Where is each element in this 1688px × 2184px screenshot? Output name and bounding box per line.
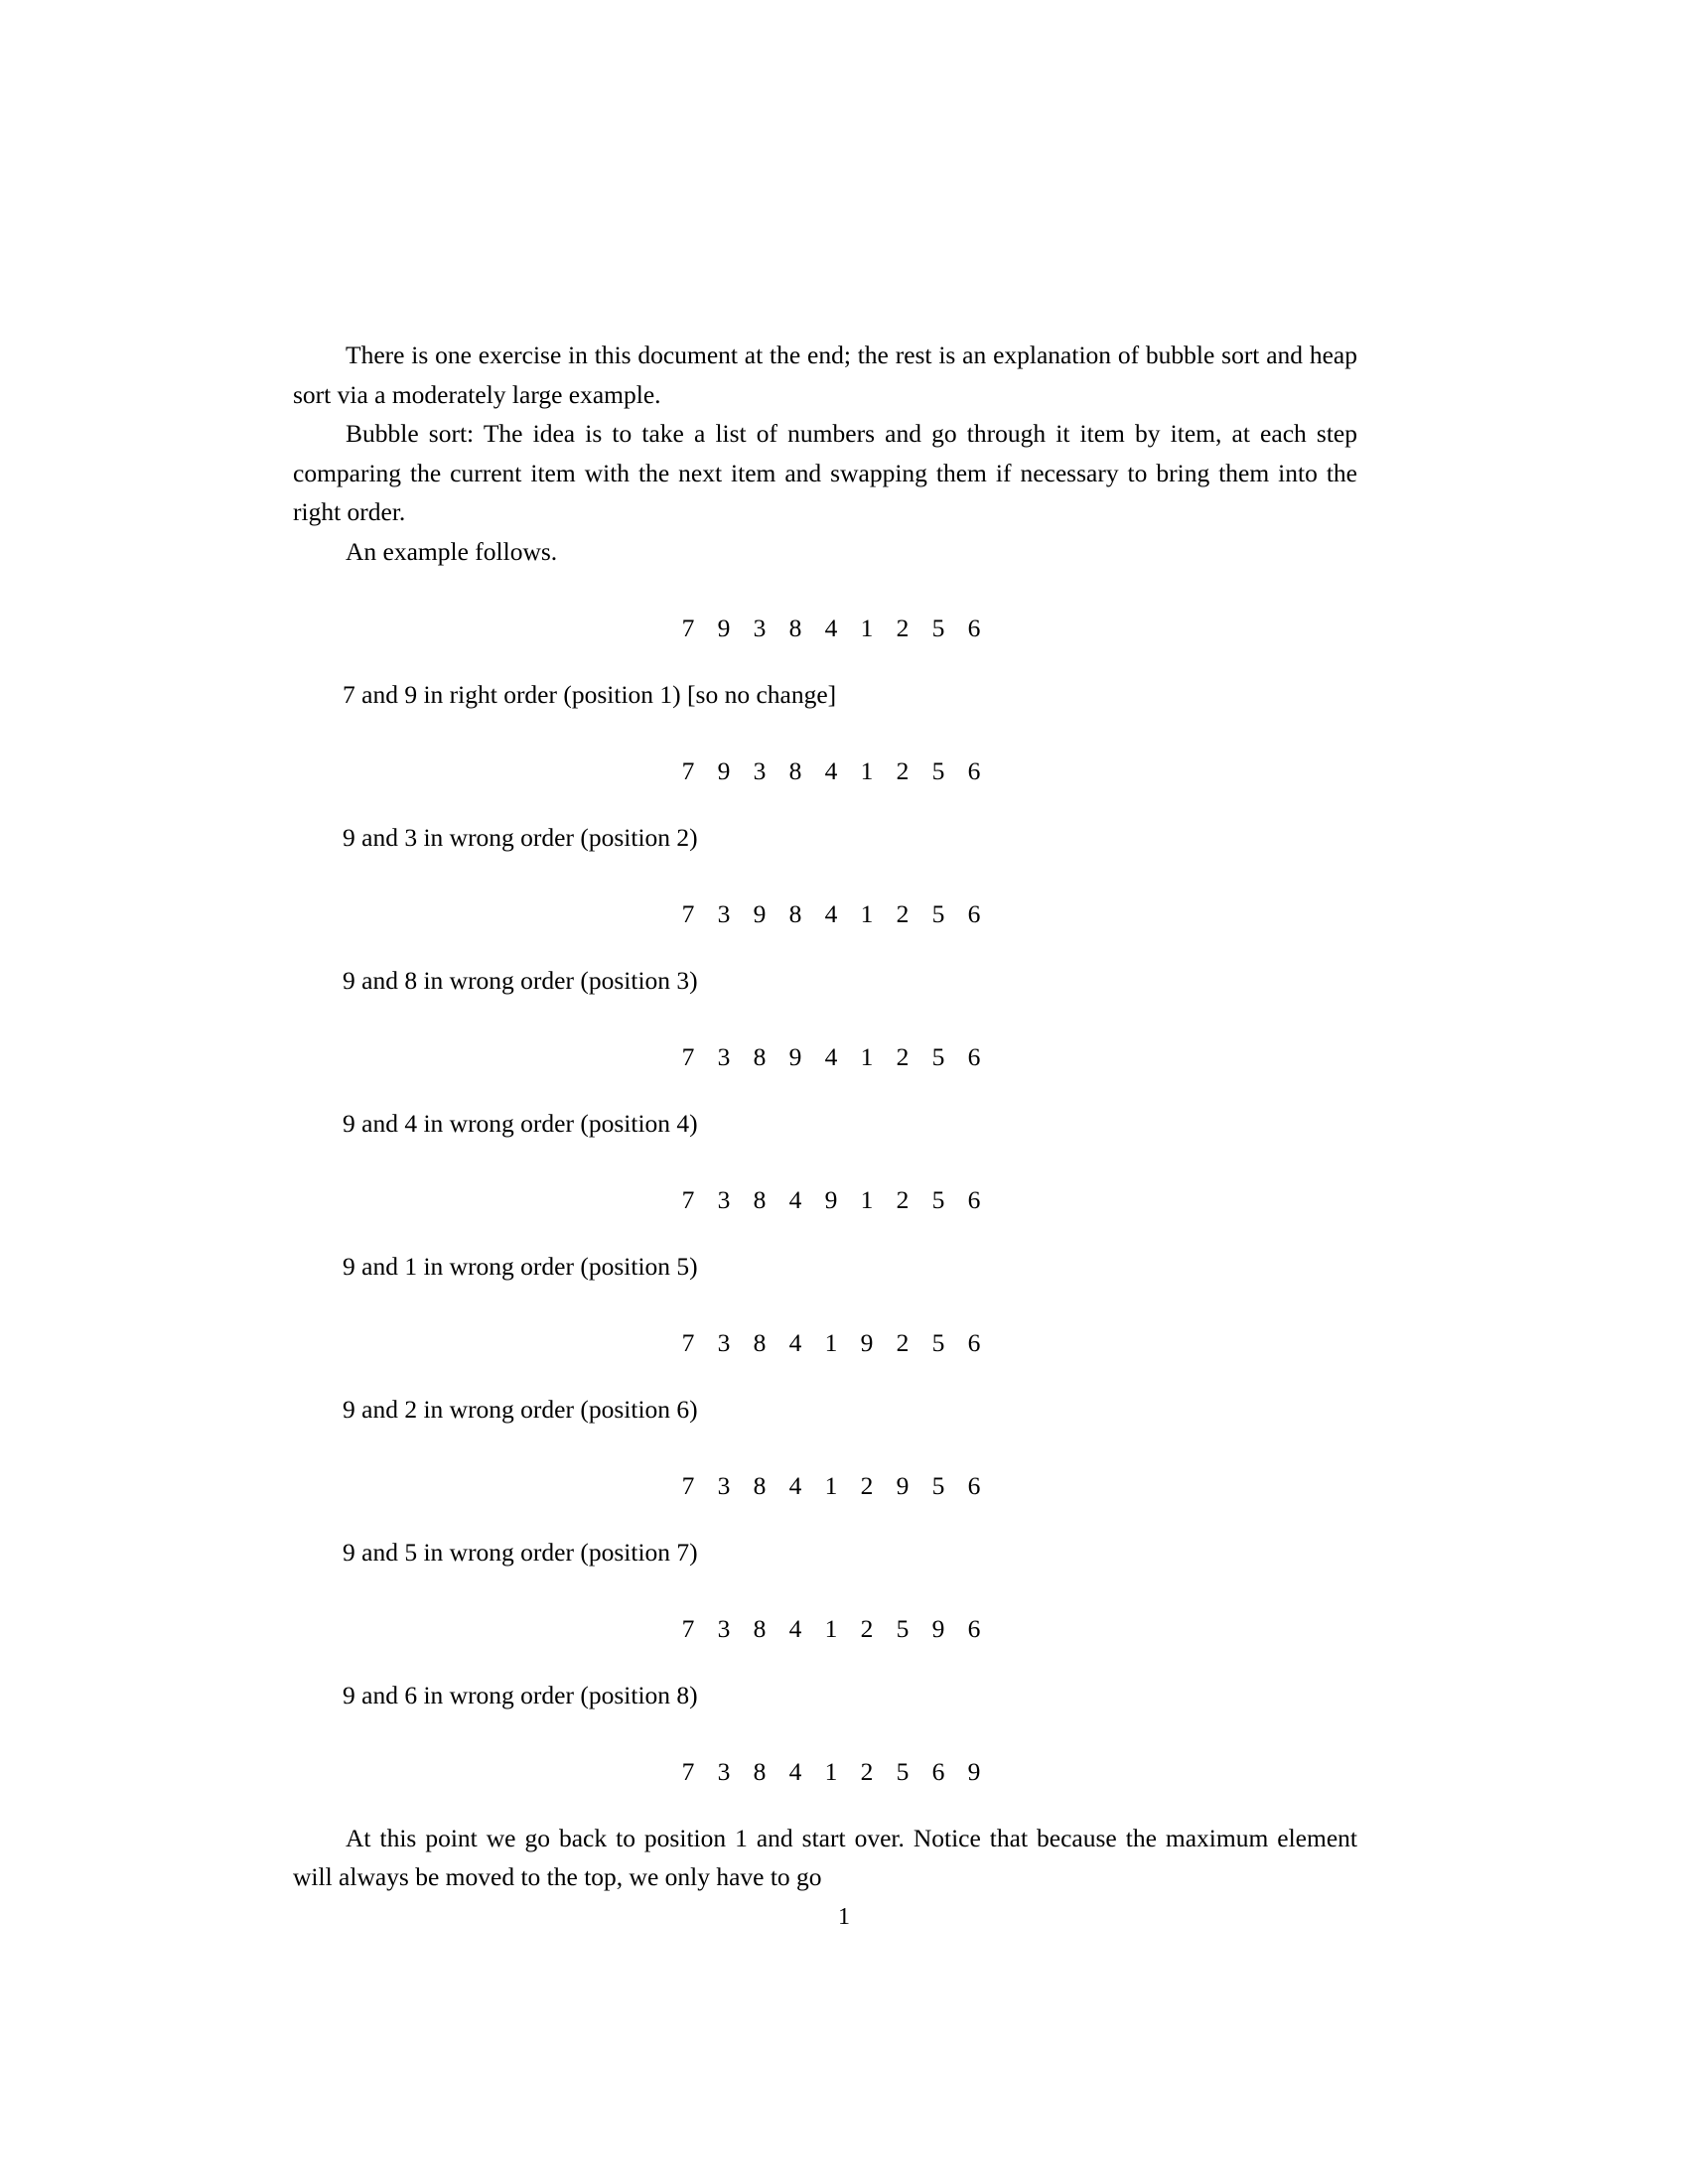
sequence-number: 9 <box>788 1042 802 1071</box>
number-sequence-row <box>293 1323 1357 1363</box>
intro-paragraph-3: An example follows. <box>346 536 558 566</box>
sequence-number: 8 <box>753 1471 767 1500</box>
sequence-number: 5 <box>931 899 945 928</box>
sequence-number: 3 <box>753 756 767 785</box>
step-spacer-mid <box>293 1506 1357 1533</box>
sequence-number: 1 <box>860 614 874 642</box>
number-sequence-row <box>293 1180 1357 1220</box>
sort-step <box>293 1000 1357 1143</box>
sequence-number: 5 <box>896 1614 910 1643</box>
step-spacer-mid <box>293 1649 1357 1676</box>
step-spacer-mid <box>293 1792 1357 1819</box>
step-spacer-mid <box>293 1077 1357 1104</box>
closing-paragraph-block <box>293 1819 1357 1897</box>
sequence-number: 6 <box>967 1042 981 1071</box>
sequence-number: 9 <box>753 899 767 928</box>
sequence-number: 7 <box>681 1185 695 1214</box>
sort-step <box>293 1286 1357 1429</box>
sequence-number: 5 <box>931 1328 945 1357</box>
sequence-number: 2 <box>860 1757 874 1786</box>
sequence-number: 7 <box>681 1471 695 1500</box>
sequence-number: 4 <box>824 614 838 642</box>
sequence-number: 5 <box>931 614 945 642</box>
sequence-number: 4 <box>788 1328 802 1357</box>
sequence-number: 7 <box>681 1757 695 1786</box>
sequence-number: 8 <box>753 1185 767 1214</box>
sequence-number: 4 <box>788 1185 802 1214</box>
sequence-number: 6 <box>967 1471 981 1500</box>
sequence-number: 2 <box>896 1328 910 1357</box>
step-caption: 9 and 6 in wrong order (position 8) <box>343 1680 698 1709</box>
sequence-number: 7 <box>681 899 695 928</box>
sequence-number: 2 <box>896 756 910 785</box>
step-caption: 9 and 2 in wrong order (position 6) <box>343 1394 698 1424</box>
sequence-number: 3 <box>717 1757 731 1786</box>
sequence-number: 3 <box>753 614 767 642</box>
sort-step <box>293 857 1357 1000</box>
step-caption: 7 and 9 in right order (position 1) [so no change] <box>343 679 837 709</box>
sequence-number: 9 <box>967 1757 981 1786</box>
number-sequence-row <box>293 1609 1357 1649</box>
sequence-number: 6 <box>931 1757 945 1786</box>
sequence-number: 3 <box>717 1042 731 1071</box>
step-spacer-mid <box>293 648 1357 675</box>
step-caption: 9 and 1 in wrong order (position 5) <box>343 1251 698 1281</box>
step-spacer-top <box>293 1286 1357 1323</box>
sequence-number: 9 <box>824 1185 838 1214</box>
intro-paragraph-3-block <box>293 532 1357 572</box>
sequence-number: 6 <box>967 1185 981 1214</box>
sequence-number: 9 <box>896 1471 910 1500</box>
sort-step <box>293 1571 1357 1714</box>
sequence-number: 2 <box>896 1042 910 1071</box>
sequence-number: 1 <box>824 1757 838 1786</box>
page-content <box>293 336 1357 1897</box>
intro-paragraph-2-block <box>293 414 1357 532</box>
closing-paragraph: At this point we go back to position 1 and start over. Notice that because the maximum element will always be moved to the top, we only have to go <box>293 1823 1357 1891</box>
sequence-number: 6 <box>967 1614 981 1643</box>
step-spacer-mid <box>293 934 1357 961</box>
sort-step <box>293 571 1357 714</box>
bubble-sort-steps <box>293 571 1357 1819</box>
sequence-number: 4 <box>824 1042 838 1071</box>
sequence-number: 9 <box>717 756 731 785</box>
sequence-number: 8 <box>788 614 802 642</box>
step-spacer-top <box>293 1000 1357 1037</box>
sequence-number: 8 <box>753 1042 767 1071</box>
sequence-number: 4 <box>824 756 838 785</box>
sequence-number: 8 <box>753 1328 767 1357</box>
sequence-number: 5 <box>931 1042 945 1071</box>
sequence-number: 7 <box>681 1042 695 1071</box>
sequence-number: 6 <box>967 1328 981 1357</box>
sort-step <box>293 714 1357 857</box>
sequence-number: 7 <box>681 756 695 785</box>
sequence-number: 4 <box>788 1757 802 1786</box>
sequence-number: 1 <box>824 1614 838 1643</box>
sequence-number: 2 <box>896 899 910 928</box>
sequence-number: 2 <box>896 1185 910 1214</box>
step-spacer-mid <box>293 791 1357 818</box>
sequence-number: 3 <box>717 1614 731 1643</box>
intro-paragraph-2: Bubble sort: The idea is to take a list of numbers and go through it item by item, at each step comparing the current item with the next item and swapping them if necessary to bring them into the right order. <box>293 419 1357 526</box>
sequence-number: 8 <box>788 899 802 928</box>
sequence-number: 5 <box>931 756 945 785</box>
sort-step <box>293 1429 1357 1571</box>
step-spacer-top <box>293 714 1357 751</box>
number-sequence-row <box>293 1466 1357 1506</box>
number-sequence-row <box>293 751 1357 791</box>
number-sequence-row <box>293 609 1357 648</box>
intro-paragraph-1: There is one exercise in this document at the end; the rest is an explanation of bubble sort and heap sort via a moderately large example. <box>293 341 1357 409</box>
sequence-number: 3 <box>717 1185 731 1214</box>
step-spacer-mid <box>293 1220 1357 1247</box>
sequence-number: 8 <box>753 1614 767 1643</box>
step-caption: 9 and 8 in wrong order (position 3) <box>343 965 698 995</box>
sequence-number: 4 <box>824 899 838 928</box>
sequence-number: 6 <box>967 614 981 642</box>
sequence-number: 1 <box>860 1185 874 1214</box>
step-caption: 9 and 5 in wrong order (position 7) <box>343 1537 698 1567</box>
number-sequence-row <box>293 894 1357 934</box>
step-caption: 9 and 3 in wrong order (position 2) <box>343 822 698 852</box>
sequence-number: 2 <box>896 614 910 642</box>
sequence-number: 5 <box>931 1185 945 1214</box>
sequence-number: 4 <box>788 1614 802 1643</box>
sequence-number: 8 <box>753 1757 767 1786</box>
sequence-number: 8 <box>788 756 802 785</box>
sequence-number: 3 <box>717 1328 731 1357</box>
sequence-number: 7 <box>681 1328 695 1357</box>
intro-paragraph-1-block <box>293 336 1357 414</box>
page-number: 1 <box>838 1904 850 1930</box>
sequence-number: 5 <box>931 1471 945 1500</box>
sequence-number: 4 <box>788 1471 802 1500</box>
sequence-number: 9 <box>931 1614 945 1643</box>
sequence-number: 9 <box>717 614 731 642</box>
number-sequence-row <box>293 1037 1357 1077</box>
step-spacer-top <box>293 1143 1357 1180</box>
sequence-number: 7 <box>681 1614 695 1643</box>
number-sequence-row <box>293 1752 1357 1792</box>
sequence-number: 1 <box>824 1328 838 1357</box>
sort-step <box>293 1714 1357 1819</box>
sequence-number: 6 <box>967 899 981 928</box>
sequence-number: 3 <box>717 899 731 928</box>
step-spacer-top <box>293 1429 1357 1466</box>
step-spacer-mid <box>293 1363 1357 1390</box>
sequence-number: 1 <box>860 899 874 928</box>
step-spacer-top <box>293 1714 1357 1752</box>
step-spacer-top <box>293 1571 1357 1609</box>
sequence-number: 9 <box>860 1328 874 1357</box>
sequence-number: 5 <box>896 1757 910 1786</box>
sequence-number: 7 <box>681 614 695 642</box>
sequence-number: 1 <box>860 756 874 785</box>
sequence-number: 1 <box>860 1042 874 1071</box>
sequence-number: 2 <box>860 1614 874 1643</box>
sequence-number: 2 <box>860 1471 874 1500</box>
step-spacer-top <box>293 571 1357 609</box>
sequence-number: 1 <box>824 1471 838 1500</box>
sequence-number: 3 <box>717 1471 731 1500</box>
sequence-number: 6 <box>967 756 981 785</box>
step-spacer-top <box>293 857 1357 894</box>
sort-step <box>293 1143 1357 1286</box>
step-caption: 9 and 4 in wrong order (position 4) <box>343 1108 698 1138</box>
